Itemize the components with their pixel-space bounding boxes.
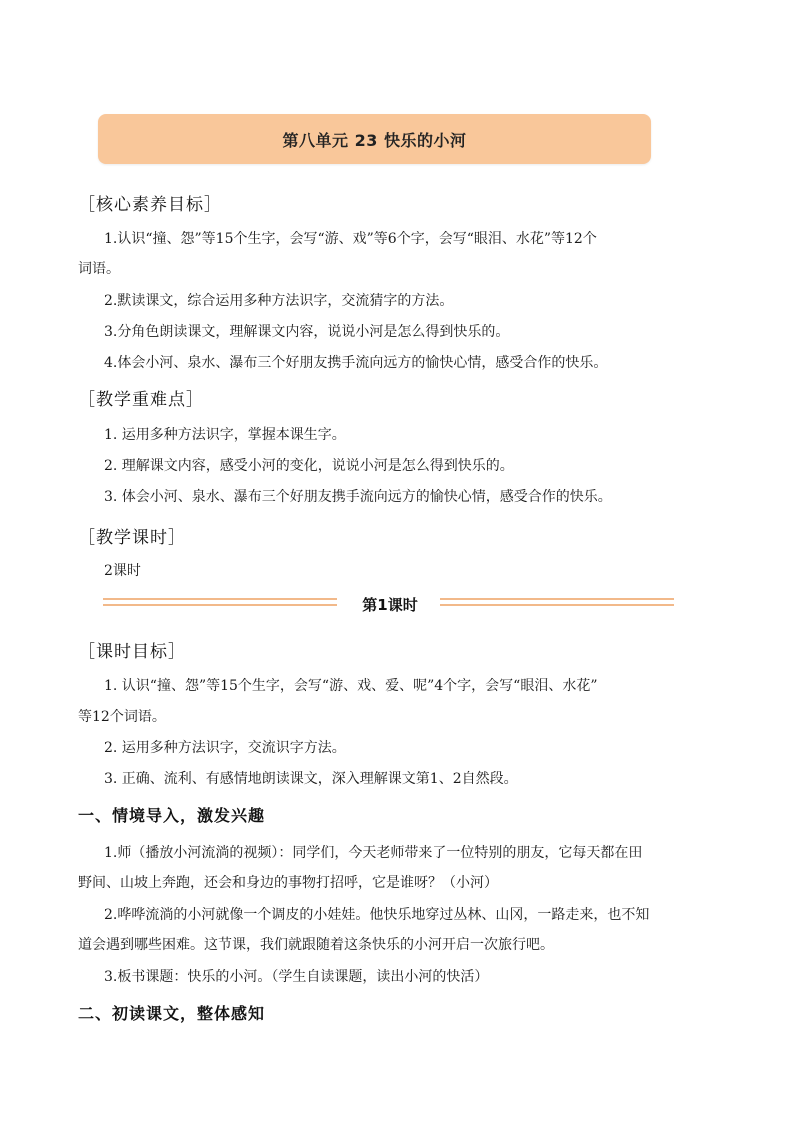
core-goal-1: 1.认识“撞、怨”等15个生字，会写“游、戏”等6个字，会写“眼泪、水花”等12个	[104, 231, 597, 247]
lesson-goal-3: 3. 正确、流利、有感情地朗读课文，深入理解课文第1、2自然段。	[104, 771, 518, 787]
part1-line-2: 野间、山坡上奔跑，还会和身边的事物打招呼，它是谁呀？（小河）	[78, 875, 498, 891]
page-title: 第八单元 23 快乐的小河	[282, 130, 467, 150]
lesson-goal-1: 1. 认识“撞、怨”等15个生字，会写“游、戏、爱、呢”4个字，会写“眼泪、水花”	[104, 678, 598, 694]
part1-line-4: 道会遇到哪些困难。这节课，我们就跟随着这条快乐的小河开启一次旅行吧。	[78, 937, 554, 953]
key-points-heading: ［教学重难点］	[78, 390, 204, 410]
part1-line-3: 2.哗哗流淌的小河就像一个调皮的小娃娃。他快乐地穿过丛林、山冈，一路走来，也不知	[104, 907, 650, 923]
key-point-2: 2. 理解课文内容，感受小河的变化，说说小河是怎么得到快乐的。	[104, 458, 514, 474]
lesson-goal-1-cont: 等12个词语。	[78, 709, 166, 725]
class-hours-value: 2课时	[104, 563, 141, 579]
part2-heading: 二、初读课文，整体感知	[78, 1004, 266, 1023]
lesson-divider-label: 第1课时	[362, 596, 418, 614]
core-goal-1-cont: 词语。	[78, 261, 120, 277]
part1-line-5: 3.板书课题：快乐的小河。（学生自读课题，读出小河的快活）	[104, 969, 489, 985]
title-banner	[98, 114, 651, 164]
divider-right	[440, 596, 674, 608]
key-point-3: 3. 体会小河、泉水、瀑布三个好朋友携手流向远方的愉快心情，感受合作的快乐。	[104, 489, 612, 505]
part1-heading: 一、情境导入，激发兴趣	[78, 806, 266, 825]
lesson-goal-2: 2. 运用多种方法识字，交流识字方法。	[104, 740, 346, 756]
key-point-1: 1. 运用多种方法识字，掌握本课生字。	[104, 427, 346, 443]
divider-left	[103, 596, 337, 608]
core-goal-2: 2.默读课文，综合运用多种方法识字，交流猜字的方法。	[104, 293, 454, 309]
core-goal-3: 3.分角色朗读课文，理解课文内容，说说小河是怎么得到快乐的。	[104, 324, 510, 340]
core-goal-4: 4.体会小河、泉水、瀑布三个好朋友携手流向远方的愉快心情，感受合作的快乐。	[104, 355, 608, 371]
class-hours-heading: ［教学课时］	[78, 528, 186, 548]
part1-line-1: 1.师（播放小河流淌的视频）：同学们，今天老师带来了一位特别的朋友，它每天都在田	[104, 845, 643, 861]
core-goals-heading: ［核心素养目标］	[78, 195, 222, 215]
lesson-goals-heading: ［课时目标］	[78, 642, 186, 662]
